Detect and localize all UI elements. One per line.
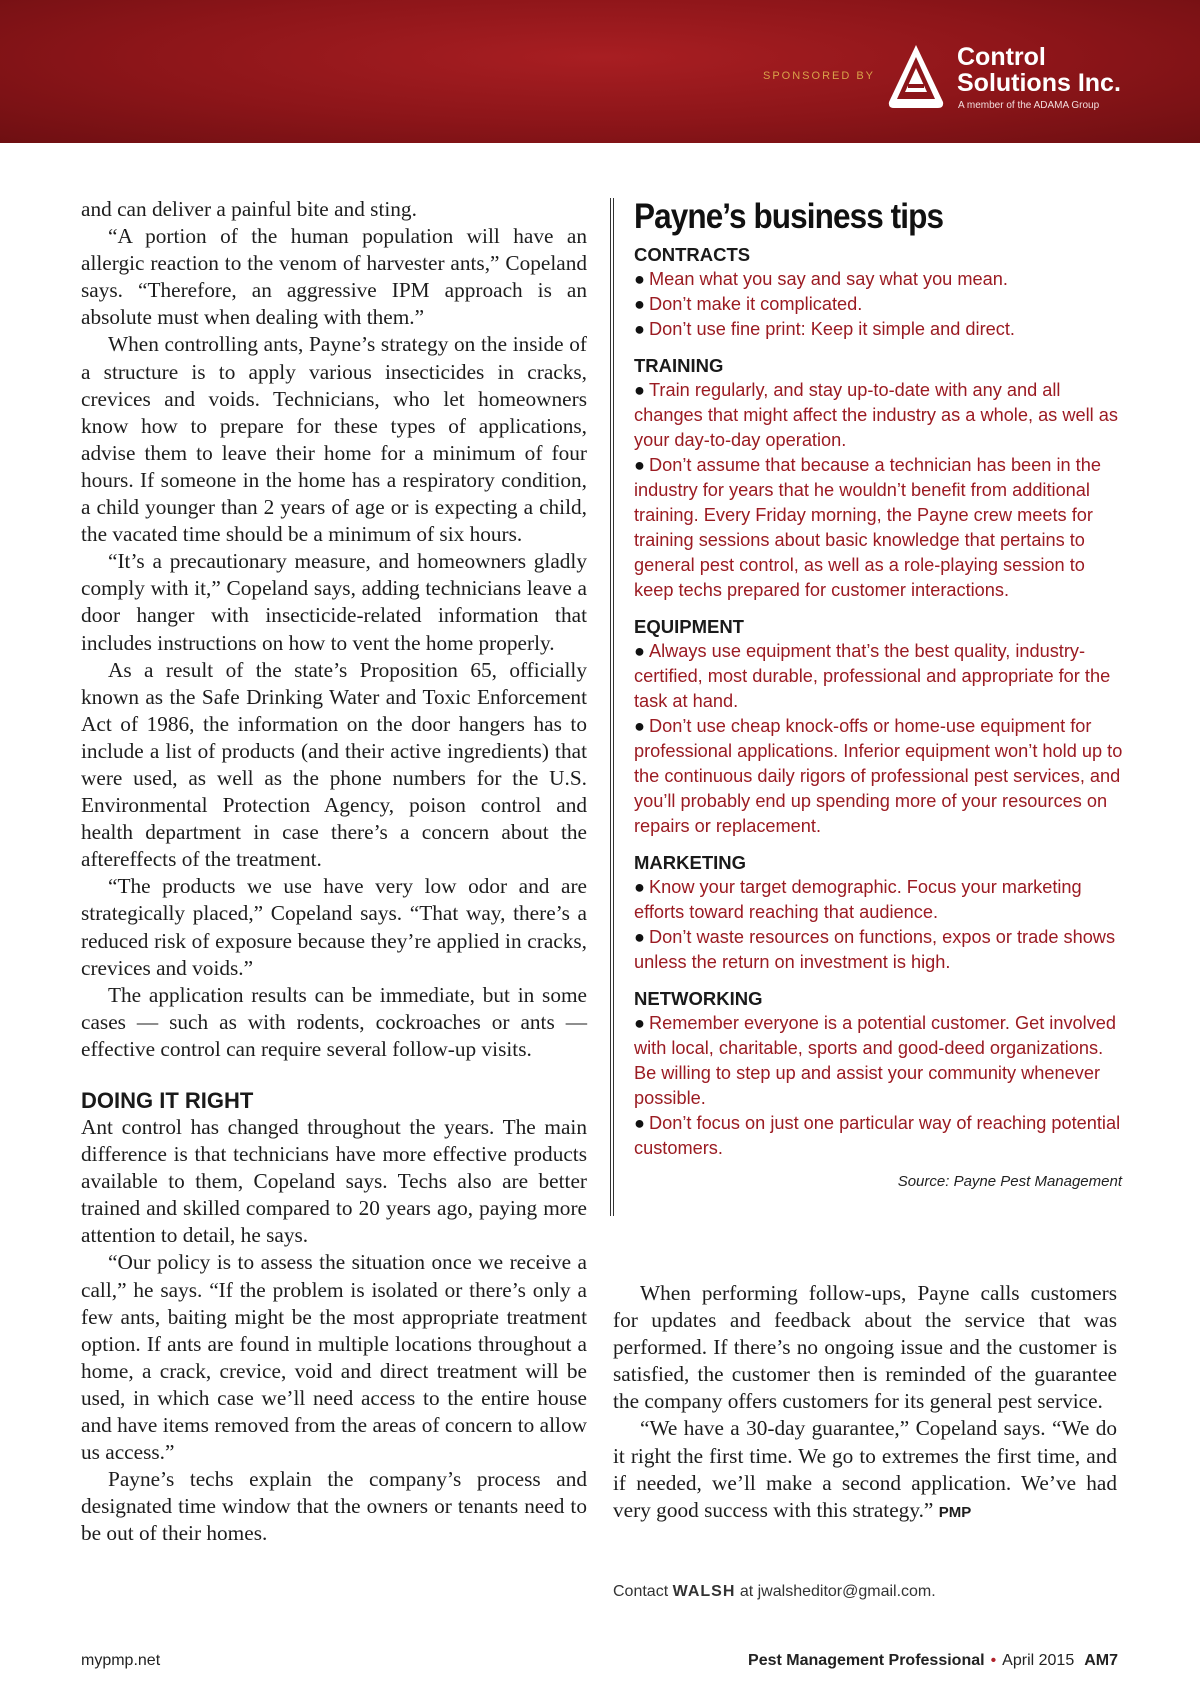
bullet-icon: ● bbox=[634, 877, 645, 897]
sidebar-title: Payne’s business tips bbox=[634, 197, 944, 236]
end-mark: PMP bbox=[938, 1503, 972, 1521]
tip-item: ● Don’t waste resources on functions, expos or trade shows unless the return on investment is high. bbox=[634, 927, 1116, 972]
bullet-icon: ● bbox=[634, 1113, 645, 1133]
bullet-icon: ● bbox=[634, 455, 645, 475]
bullet-icon: ● bbox=[634, 380, 645, 400]
bullet-icon: ● bbox=[634, 294, 645, 314]
paragraph-text: “We have a 30-day guarantee,” Copeland says. “We do it right the first time. We go to extremes the first time, and if needed, we’ll make a second application. We’ve had very good success with this strategy.” bbox=[613, 1416, 1117, 1522]
contact-email[interactable]: jwalsheditor@gmail.com. bbox=[757, 1583, 936, 1600]
tip-item: ● Remember everyone is a potential customer. Get involved with local, charitable, sports and good-deed organizations. Be willing to step up and assist your community whenever possible. bbox=[634, 1013, 1117, 1108]
logo-line-2: Solutions Inc. bbox=[957, 69, 1121, 97]
control-solutions-logo-icon bbox=[886, 42, 946, 114]
tip-item: ● Don’t assume that because a technician has been in the industry for years that he wouldn’t benefit from additional training. Every Friday morning, the Payne crew meets for training sessions about basic knowledge that pertains to general pest control, as well as a role-playing session to keep techs prepared for customer interactions. bbox=[634, 455, 1101, 600]
tip-item: ● Don’t make it complicated. bbox=[634, 294, 863, 314]
tips-section-contracts bbox=[634, 243, 1124, 342]
logo-line-1: Control bbox=[957, 43, 1046, 71]
paragraph: The application results can be immediate, but in some cases — such as with rodents, cockroaches or ants — effective control can require several follow-up visits. bbox=[81, 982, 587, 1061]
left-column bbox=[81, 196, 587, 1548]
bullet-icon: ● bbox=[634, 716, 645, 736]
contact-name: WALSH bbox=[672, 1583, 736, 1600]
paragraph: “It’s a precautionary measure, and homeowners gladly comply with it,” Copeland says, adding technicians leave a door hanger with insecticide-related information that includes instructions on how to vent the home properly. bbox=[81, 549, 587, 655]
right-column bbox=[613, 1280, 1117, 1526]
tip-item: ● Don’t use fine print: Keep it simple and direct. bbox=[634, 319, 1015, 339]
bullet-icon: ● bbox=[634, 1013, 645, 1033]
publication-name: Pest Management Professional bbox=[748, 1652, 985, 1669]
paragraph: and can deliver a painful bite and sting. bbox=[81, 197, 417, 221]
tips-section-marketing bbox=[634, 851, 1124, 975]
page-number: AM7 bbox=[1084, 1652, 1118, 1669]
bullet-icon: ● bbox=[634, 641, 645, 661]
paragraph: Payne’s techs explain the company’s process and designated time window that the owners or tenants need to be out of their homes. bbox=[81, 1467, 587, 1546]
footer-site: mypmp.net bbox=[81, 1652, 161, 1669]
tips-heading: CONTRACTS bbox=[634, 244, 751, 265]
sponsored-label: SPONSORED BY bbox=[763, 70, 876, 82]
author-contact bbox=[613, 1583, 936, 1601]
paragraph: When controlling ants, Payne’s strategy on the inside of a structure is to apply various insecticides in cracks, crevices and voids. Technicians, who let homeowners know how to prepare for these types of applications, advise them to leave their home for a minimum of four hours. If someone in the home has a respiratory condition, a child younger than 2 years of age or is expecting a child, the vacated time should be a minimum of six hours. bbox=[81, 332, 587, 547]
bullet-icon: ● bbox=[634, 319, 645, 339]
bullet-icon: ● bbox=[634, 927, 645, 947]
tip-item: ● Know your target demographic. Focus your marketing efforts toward reaching that audience. bbox=[634, 877, 1082, 922]
tips-heading: TRAINING bbox=[634, 355, 724, 376]
paragraph: Ant control has changed throughout the years. The main difference is that technicians have more effective products available to them, Copeland says. Techs also are better trained and skilled compared to 20 years ago, paying more attention to detail, he says. bbox=[81, 1115, 587, 1248]
tip-item: ● Don’t focus on just one particular way of reaching potential customers. bbox=[634, 1113, 1121, 1158]
contact-prefix: Contact bbox=[613, 1583, 669, 1600]
contact-mid: at bbox=[739, 1583, 754, 1600]
logo-subtitle: A member of the ADAMA Group bbox=[958, 100, 1100, 111]
paragraph: “The products we use have very low odor and are strategically placed,” Copeland says. “That way, there’s a reduced risk of exposure because they’re applied in cracks, crevices and voids.” bbox=[81, 874, 587, 980]
paragraph: “A portion of the human population will have an allergic reaction to the venom of harvester ants,” Copeland says. “Therefore, an aggressive IPM approach is an absolute must when dealing with them.” bbox=[81, 224, 587, 330]
tips-heading: MARKETING bbox=[634, 852, 747, 873]
footer-publication-info bbox=[700, 1652, 1118, 1670]
paragraph: “Our policy is to assess the situation once we receive a call,” he says. “If the problem is isolated or there’s only a few ants, baiting might be the most appropriate treatment option. If ants are found in multiple locations throughout a home, a crack, crevice, void and direct treatment will be used, in which case we’ll need access to the entire house and have items removed from the areas of concern to allow us access.” bbox=[81, 1250, 587, 1465]
business-tips-sidebar bbox=[610, 198, 1124, 1216]
tips-heading: EQUIPMENT bbox=[634, 616, 744, 637]
tips-section-equipment bbox=[634, 615, 1124, 839]
tip-item: ● Don’t use cheap knock-offs or home-use equipment for professional applications. Inferior equipment won’t hold up to the continuous daily rigors of professional pest services, and you’ll probably end up spending more of your resources on repairs or replacement. bbox=[634, 716, 1123, 836]
tip-item: ● Always use equipment that’s the best quality, industry-certified, most durable, professional and appropriate for the task at hand. bbox=[634, 641, 1111, 711]
tip-item: ● Train regularly, and stay up-to-date with any and all changes that might affect the industry as a whole, as well as your day-to-day operation. bbox=[634, 380, 1118, 450]
logo-wordmark bbox=[957, 44, 1127, 96]
paragraph: As a result of the state’s Proposition 65, officially known as the Safe Drinking Water and Toxic Enforcement Act of 1986, the information on the door hangers has to include a list of products (and their active ingredients) that were used, as well as the phone numbers for the U.S. Environmental Protection Agency, poison control and health department in case there’s a concern about the aftereffects of the treatment. bbox=[81, 657, 587, 872]
bullet-icon: ● bbox=[634, 269, 645, 289]
tips-section-training bbox=[634, 354, 1124, 603]
paragraph: When performing follow-ups, Payne calls customers for updates and feedback about the service that was performed. If there’s no ongoing issue and the customer is satisfied, the customer then is reminded of the guarantee the company offers customers for its general pest service. bbox=[613, 1281, 1117, 1414]
paragraph bbox=[613, 1415, 1117, 1525]
issue-date: April 2015 bbox=[1002, 1652, 1075, 1669]
tip-item: ● Mean what you say and say what you mean. bbox=[634, 269, 1008, 289]
header-banner bbox=[0, 0, 1200, 143]
sidebar-source: Source: Payne Pest Management bbox=[897, 1173, 1122, 1190]
separator-dot: • bbox=[990, 1652, 997, 1669]
section-heading: DOING IT RIGHT bbox=[81, 1088, 254, 1113]
tips-heading: NETWORKING bbox=[634, 988, 763, 1009]
tips-section-networking bbox=[634, 987, 1124, 1161]
